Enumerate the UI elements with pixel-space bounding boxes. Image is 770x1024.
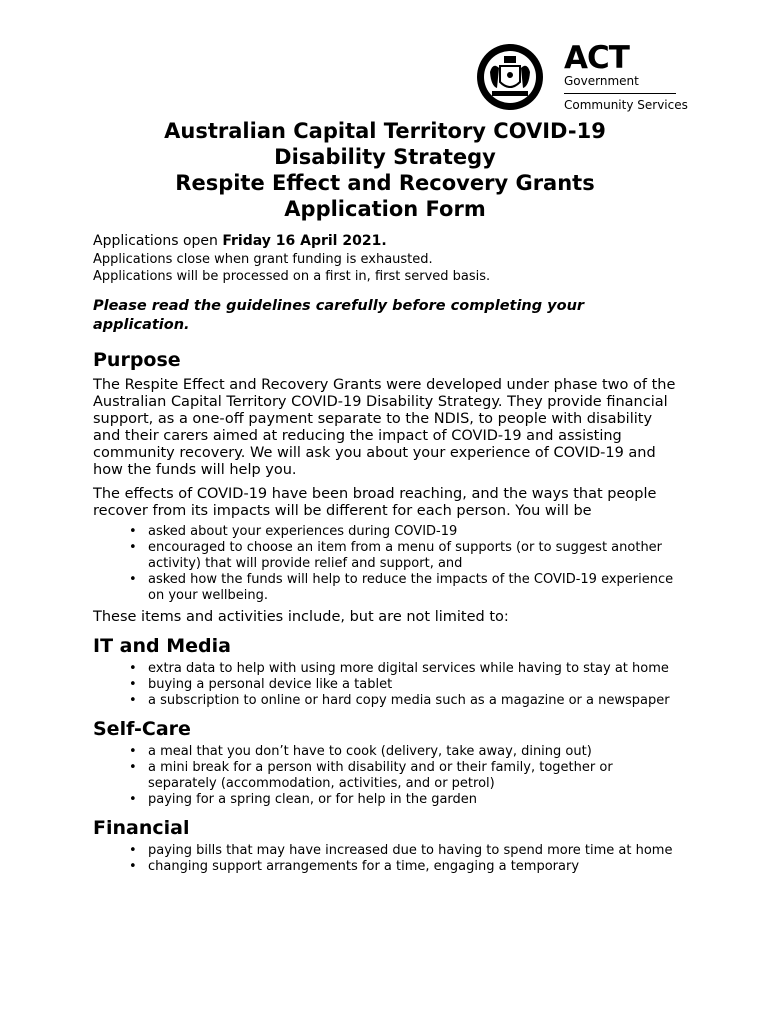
items-intro-paragraph: These items and activities include, but are not limited to: xyxy=(93,609,509,625)
logo-act-text: ACT xyxy=(564,40,629,76)
list-item: • a meal that you don’t have to cook (delivery, take away, dining out) xyxy=(148,744,683,760)
it-media-heading: IT and Media xyxy=(93,635,231,657)
financial-heading: Financial xyxy=(93,817,190,839)
list-item: • paying bills that may have increased due to having to spend more time at home xyxy=(148,843,683,859)
title-line: Disability Strategy xyxy=(274,145,496,169)
logo-department-text: Community Services xyxy=(564,98,688,112)
list-item: • paying for a spring clean, or for help in the garden xyxy=(148,792,683,808)
logo-government-text: Government xyxy=(564,74,639,88)
open-prefix: Applications open xyxy=(93,233,223,249)
logo-divider xyxy=(564,93,676,94)
list-item: • encouraged to choose an item from a menu of supports (or to suggest another activity) that will provide relief and support, and xyxy=(148,540,683,572)
list-item: • changing support arrangements for a time, engaging a temporary xyxy=(148,859,683,875)
list-item: • extra data to help with using more digital services while having to stay at home xyxy=(148,661,683,677)
applications-open xyxy=(93,232,683,251)
purpose-list xyxy=(93,524,683,604)
applications-process: Applications will be processed on a first in, first served basis. xyxy=(93,269,491,284)
list-item: • asked how the funds will help to reduce the impacts of the COVID-19 experience on your wellbeing. xyxy=(148,572,683,604)
title-line: Respite Effect and Recovery Grants xyxy=(175,171,595,195)
self-care-list xyxy=(93,744,683,808)
purpose-heading: Purpose xyxy=(93,349,181,371)
effects-paragraph: The effects of COVID-19 have been broad reaching, and the ways that people recover from its impacts will be different for each person. You will be xyxy=(93,486,657,519)
title-line: Australian Capital Territory COVID-19 xyxy=(164,119,606,143)
applications-close: Applications close when grant funding is exhausted. xyxy=(93,252,433,267)
list-item: • asked about your experiences during COVID-19 xyxy=(148,524,683,540)
list-item: • a subscription to online or hard copy media such as a magazine or a newspaper xyxy=(148,693,683,709)
title-line: Application Form xyxy=(284,197,486,221)
list-item: • buying a personal device like a tablet xyxy=(148,677,683,693)
document-body xyxy=(93,232,683,875)
open-date: Friday 16 April 2021. xyxy=(222,233,387,249)
self-care-heading: Self-Care xyxy=(93,718,191,740)
it-media-list xyxy=(93,661,683,709)
list-item: • a mini break for a person with disability and or their family, together or separately (accommodation, activities, and or petrol) xyxy=(148,760,683,792)
guidelines-notice: Please read the guidelines carefully before completing your application. xyxy=(93,298,585,333)
purpose-paragraph: The Respite Effect and Recovery Grants were developed under phase two of the Australian Capital Territory COVID-19 Disability Strategy. They provide financial support, as a one-off payment separate to the NDIS, to people with disability and their carers aimed at reducing the impact of COVID-19 and assisting community recovery. We will ask you about your experience of COVID-19 and how the funds will help you. xyxy=(93,377,676,478)
application-dates xyxy=(93,232,683,285)
document-title xyxy=(120,118,650,222)
act-seal-icon xyxy=(475,42,545,112)
financial-list xyxy=(93,843,683,875)
act-government-logo xyxy=(475,40,688,116)
